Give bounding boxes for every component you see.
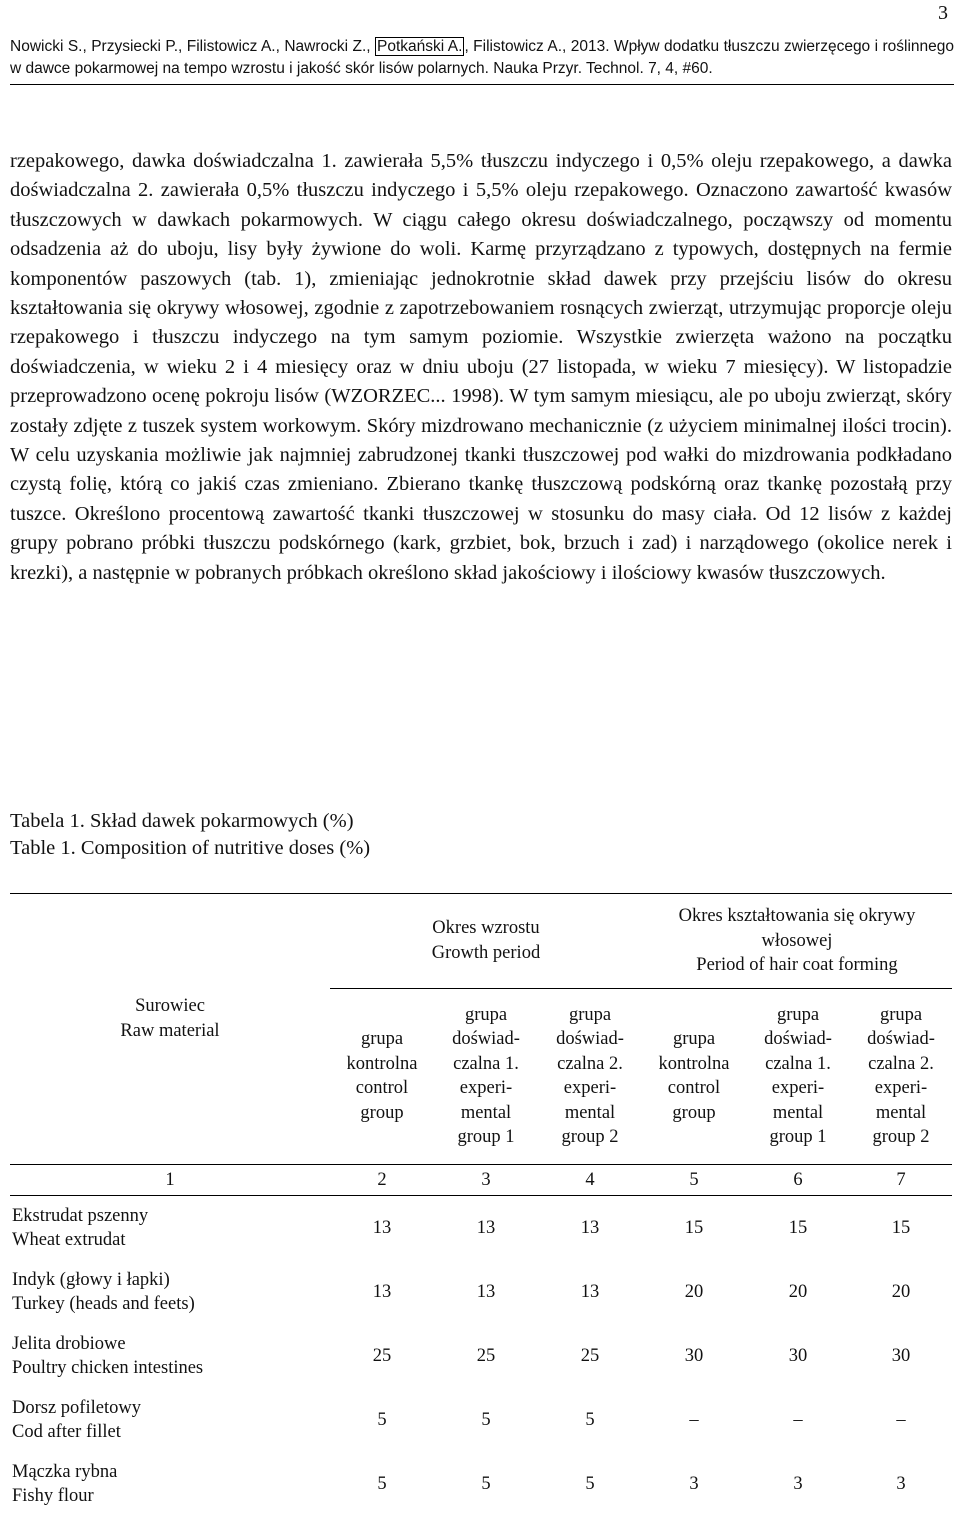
- table-caption-pl: Tabela 1. Skład dawek pokarmowych (%): [10, 810, 354, 832]
- table-cell: 30: [891, 1345, 911, 1366]
- header-group-control-growth: grupa kontrolna control group: [346, 1029, 418, 1123]
- table-cell: 13: [372, 1281, 392, 1302]
- table-cell: 3: [896, 1473, 906, 1494]
- table-cell: 20: [788, 1281, 808, 1302]
- column-number: 5: [689, 1169, 699, 1190]
- table-cell: 5: [377, 1473, 387, 1494]
- row-label: Jelita drobiowe Poultry chicken intestines: [12, 1333, 204, 1378]
- header-growth-period: Okres wzrostu Growth period: [330, 894, 642, 989]
- column-number: 4: [585, 1169, 595, 1190]
- table-caption-en: Table 1. Composition of nutritive doses (%): [10, 837, 371, 859]
- table-cell: –: [896, 1409, 906, 1430]
- row-label: Indyk (głowy i łapki) Turkey (heads and feets): [12, 1269, 195, 1314]
- row-label: Mączka rybna Fishy flour: [12, 1461, 118, 1506]
- table-cell: 13: [372, 1217, 392, 1238]
- header-group-exp2-coat: grupa doświad- czalna 2. experi- mental group 2: [867, 1004, 935, 1148]
- table-cell: 13: [476, 1281, 496, 1302]
- table-cell: 15: [684, 1217, 704, 1238]
- table-row: [10, 1196, 952, 1261]
- table-row: [10, 1260, 952, 1324]
- table-cell: 13: [580, 1281, 600, 1302]
- column-number: 3: [481, 1169, 491, 1190]
- citation-highlighted-author: Potkański A.: [377, 38, 463, 55]
- table-cell: 5: [481, 1473, 491, 1494]
- table-cell: 13: [580, 1217, 600, 1238]
- table-cell: 3: [793, 1473, 803, 1494]
- table-cell: 25: [476, 1345, 496, 1366]
- table-cell: 15: [788, 1217, 808, 1238]
- table-cell: –: [689, 1409, 699, 1430]
- table-cell: 5: [481, 1409, 491, 1430]
- column-number: 2: [377, 1169, 387, 1190]
- column-number: 7: [896, 1169, 906, 1190]
- column-number: 1: [165, 1169, 175, 1190]
- row-label: Dorsz pofiletowy Cod after fillet: [12, 1397, 141, 1442]
- table-row: [10, 1388, 952, 1452]
- composition-table: [10, 893, 952, 1516]
- table-cell: 5: [585, 1473, 595, 1494]
- table-cell: 20: [891, 1281, 911, 1302]
- table-cell: 25: [580, 1345, 600, 1366]
- header-raw-material: Surowiec Raw material: [120, 996, 220, 1041]
- table-cell: 30: [788, 1345, 808, 1366]
- page-number: 3: [938, 2, 948, 24]
- citation-authors: Nowicki S., Przysiecki P., Filistowicz A., Nawrocki Z.,: [10, 38, 376, 55]
- body-paragraph: rzepakowego, dawka doświadczalna 1. zawierała 5,5% tłuszczu indyczego i 0,5% oleju rzepakowego, a dawka doświadczalna 2. zawierała 0,5% tłuszczu indyczego i 5,5% oleju rzepakowego. Oznaczono zawartość kwasów tłuszczowych w dawkach pokarmowych. W ciągu całego okresu doświadczalnego, począwszy od momentu odsadzenia aż do uboju, lisy były żywione do woli. Karmę przyrządzano z typowych, dostępnych na fermie komponentów paszowych (tab. 1), zmieniając jednokrotnie skład dawek przy przejściu lisów do okresu kształtowania się okrywy włosowej, zgodnie z zapotrzebowaniem rosnących zwierząt, utrzymując proporcje oleju rzepakowego i tłuszczu indyczego na tym samym poziomie. Wszystkie zwierzęta ważono na początku doświadczenia, w wieku 2 i 4 miesięcy oraz w dniu uboju (27 listopada, w wieku 7 miesięcy). W listopadzie przeprowadzono ocenę pokroju lisów (WZORZEC... 1998). W tym samym miesiącu, ale po uboju zwierząt, skóry zostały zdjęte z tuszek system workowym. Skóry mizdrowano mechanicznie (z użyciem minimalnej ilości trocin). W celu uzyskania możliwie jak najmniej zabrudzonej tkanki tłuszczowej pod wałki do mizdrowania podkładano czystą folię, którą co jakiś czas zmieniano. Zbierano tkankę tłuszczową podskórną oraz tkankę pozostałą przy tuszce. Określono procentową zawartość tkanki tłuszczowej w stosunku do masy ciała. Od 12 lisów z każdej grupy pobrano próbki tłuszczu podskórnego (kark, grzbiet, bok, brzuch i zad) i narządowego (okolice nerek i krezki), a następnie w pobranych próbkach określono skład jakościowy i ilościowy kwasów tłuszczowych.: [10, 150, 952, 584]
- table-cell: 20: [684, 1281, 704, 1302]
- column-number: 6: [793, 1169, 803, 1190]
- table-caption: [10, 808, 370, 862]
- table-cell: 25: [372, 1345, 392, 1366]
- table-cell: 5: [585, 1409, 595, 1430]
- header-group-exp1-growth: grupa doświad- czalna 1. experi- mental group 1: [452, 1004, 520, 1148]
- citation-rest: , Filistowicz A., 2013. Wpływ dodatku tłuszczu zwierzęcego i roślinnego w dawce pokarmowej na tempo wzrostu i jakość skór lisów polarnych. Nauka Przyr. Technol. 7, 4, #60.: [10, 38, 955, 77]
- table-cell: 5: [377, 1409, 387, 1430]
- table-cell: 13: [476, 1217, 496, 1238]
- table-row: [10, 1324, 952, 1388]
- table-cell: 30: [684, 1345, 704, 1366]
- table-cell: 15: [891, 1217, 911, 1238]
- header-group-exp2-growth: grupa doświad- czalna 2. experi- mental group 2: [556, 1004, 624, 1148]
- header-group-exp1-coat: grupa doświad- czalna 1. experi- mental group 1: [764, 1004, 832, 1148]
- table-cell: –: [793, 1409, 803, 1430]
- header-coat-period: Okres kształtowania się okrywy włosowej Period of hair coat forming: [642, 894, 952, 989]
- row-label: Ekstrudat pszenny Wheat extrudat: [12, 1205, 149, 1250]
- table-cell: 3: [689, 1473, 699, 1494]
- header-group-control-coat: grupa kontrolna control group: [658, 1029, 730, 1123]
- table-row: [10, 1452, 952, 1516]
- citation-header: [10, 36, 954, 85]
- column-number-row: [10, 1165, 952, 1196]
